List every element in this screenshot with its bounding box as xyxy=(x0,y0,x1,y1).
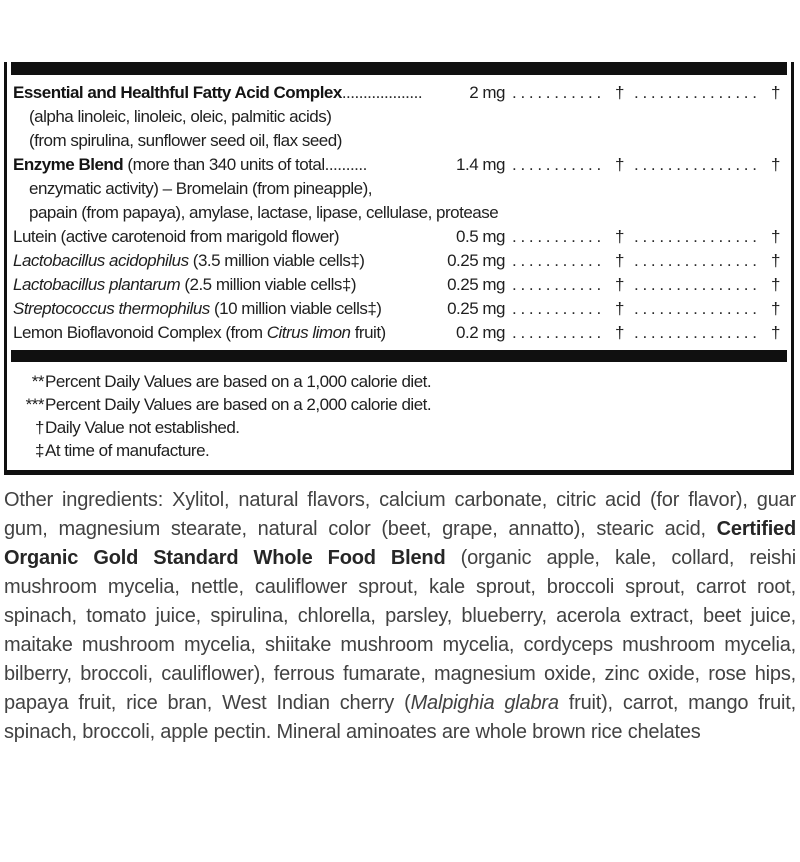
nutrient-name xyxy=(13,297,381,321)
panel-top-rule xyxy=(11,62,787,75)
dot-leader: . . . . . . . . . . . xyxy=(512,251,601,270)
nutrient-name-text: Essential and Healthful Fatty Acid Complex xyxy=(13,83,342,102)
nutrient-name-detail: (10 million viable cells‡) xyxy=(209,299,382,318)
daily-value-symbol: † xyxy=(771,275,780,294)
dot-leader: . . . . . . . . . . . xyxy=(512,275,601,294)
footnote-line xyxy=(7,439,791,462)
dot-leader: . . . . . . . . . . . . . . . xyxy=(634,275,757,294)
panel-divider-rule xyxy=(11,350,787,362)
nutrient-latin-name: Lactobacillus plantarum xyxy=(13,275,181,294)
nutrient-row xyxy=(7,225,791,249)
nutrient-name-detail: fruit) xyxy=(350,323,386,342)
footnote-line xyxy=(7,416,791,439)
daily-value-symbol: † xyxy=(615,227,624,246)
footnote-line xyxy=(7,370,791,393)
dot-leader: . . . . . . . . . . . . . . . xyxy=(634,83,757,102)
other-ingredients-paragraph xyxy=(4,486,796,747)
nutrient-name xyxy=(13,153,325,177)
nutrient-subline: (from spirulina, sunflower seed oil, flax seed) xyxy=(29,131,342,150)
nutrient-row xyxy=(7,249,791,273)
footnote-text: Percent Daily Values are based on a 1,000 calorie diet. xyxy=(45,372,432,391)
dot-leader: . . . . . . . . . . . . . . . xyxy=(634,299,757,318)
nutrient-name-detail: (2.5 million viable cells‡) xyxy=(180,275,357,294)
nutrient-row xyxy=(7,321,791,345)
nutrient-amount: 1.4 mg xyxy=(456,155,505,174)
daily-value-symbol: † xyxy=(615,83,624,102)
nutrient-latin-name: Lactobacillus acidophilus xyxy=(13,251,189,270)
nutrient-subline: enzymatic activity) – Bromelain (from pineapple), xyxy=(29,179,373,198)
daily-value-symbol: † xyxy=(615,155,624,174)
nutrient-name xyxy=(13,81,342,105)
supplement-facts-panel xyxy=(4,62,794,475)
nutrient-name xyxy=(13,273,356,297)
footnote-text: Percent Daily Values are based on a 2,000 calorie diet. xyxy=(45,395,432,414)
nutrient-amount: 0.2 mg xyxy=(456,323,505,342)
nutrient-name: Lutein (active carotenoid from marigold flower) xyxy=(13,227,340,246)
daily-value-symbol: † xyxy=(771,227,780,246)
nutrient-name xyxy=(13,249,364,273)
daily-value-symbol: † xyxy=(615,251,624,270)
nutrient-row xyxy=(7,81,791,105)
dot-leader: ................... xyxy=(341,83,423,102)
nutrient-row xyxy=(7,297,791,321)
footnote-marker: ** xyxy=(31,372,44,391)
dot-leader: . . . . . . . . . . . xyxy=(512,323,601,342)
daily-value-symbol: † xyxy=(771,155,780,174)
dot-leader: .......... xyxy=(324,155,367,174)
dot-leader: . . . . . . . . . . . . . . . xyxy=(634,323,757,342)
nutrient-subline: (alpha linoleic, linoleic, oleic, palmitic acids) xyxy=(29,107,332,126)
dot-leader: . . . . . . . . . . . xyxy=(512,227,601,246)
whole-food-blend-name: Certified Organic Gold Standard Whole Food Blend xyxy=(4,518,796,569)
dot-leader: . . . . . . . . . . . xyxy=(512,299,601,318)
footnote-line xyxy=(7,393,791,416)
footnote-marker: † xyxy=(35,418,44,437)
nutrient-name xyxy=(13,321,386,345)
footnote-marker: ‡ xyxy=(35,441,44,460)
nutrient-latin-name: Citrus limon xyxy=(266,323,351,342)
footnote-text: At time of manufacture. xyxy=(45,441,210,460)
nutrient-amount: 0.5 mg xyxy=(456,227,505,246)
footnote-text: Daily Value not established. xyxy=(45,418,240,437)
dot-leader: . . . . . . . . . . . . . . . xyxy=(634,251,757,270)
dot-leader: . . . . . . . . . . . xyxy=(512,83,601,102)
daily-value-symbol: † xyxy=(615,323,624,342)
nutrient-amount: 2 mg xyxy=(469,83,505,102)
daily-value-symbol: † xyxy=(771,251,780,270)
dot-leader: . . . . . . . . . . . xyxy=(512,155,601,174)
daily-value-symbol: † xyxy=(771,83,780,102)
nutrient-amount: 0.25 mg xyxy=(447,275,505,294)
dot-leader: . . . . . . . . . . . . . . . xyxy=(634,155,757,174)
nutrient-name-text: Enzyme Blend xyxy=(13,155,124,174)
nutrient-name-text: Lemon Bioflavonoid Complex (from xyxy=(13,323,267,342)
nutrient-amount: 0.25 mg xyxy=(447,299,505,318)
dot-leader: . . . . . . . . . . . . . . . xyxy=(634,227,757,246)
nutrient-latin-name: Streptococcus thermophilus xyxy=(13,299,210,318)
other-ingredients-text: Other ingredients: Xylitol, natural flavors, calcium carbonate, citric acid (for flavor), guar gum, magnesium stearate, natural color (beet, grape, annatto), stearic acid, xyxy=(4,489,796,540)
nutrient-subline: papain (from papaya), amylase, lactase, lipase, cellulase, protease xyxy=(29,203,499,222)
cherry-latin-name: Malpighia glabra xyxy=(410,692,559,714)
daily-value-symbol: † xyxy=(771,299,780,318)
daily-value-symbol: † xyxy=(771,323,780,342)
other-ingredients-text: fruit), carrot, mango fruit, spinach, broccoli, apple pectin. Mineral aminoates are whole brown rice chelates xyxy=(4,692,797,743)
nutrient-name-detail: (3.5 million viable cells‡) xyxy=(188,251,365,270)
nutrient-row xyxy=(7,273,791,297)
daily-value-symbol: † xyxy=(615,299,624,318)
other-ingredients-text: (organic apple, kale, collard, reishi mushroom mycelia, nettle, cauliflower sprout, kale sprout, broccoli sprout, carrot root, spinach, tomato juice, spirulina, chlorella, parsley, blueberry, acerola extract, beet juice, maitake mushroom mycelia, shiitake mushroom mycelia, cordyceps mushroom mycelia, bilberry, broccoli, cauliflower), ferrous fumarate, magnesium oxide, zinc oxide, rose hips, papaya fruit, rice bran, West Indian cherry ( xyxy=(4,547,796,714)
footnotes xyxy=(7,370,791,462)
nutrient-name-detail: (more than 340 units of total xyxy=(123,155,325,174)
nutrient-amount: 0.25 mg xyxy=(447,251,505,270)
nutrient-row xyxy=(7,153,791,177)
daily-value-symbol: † xyxy=(615,275,624,294)
footnote-marker: *** xyxy=(25,395,44,414)
